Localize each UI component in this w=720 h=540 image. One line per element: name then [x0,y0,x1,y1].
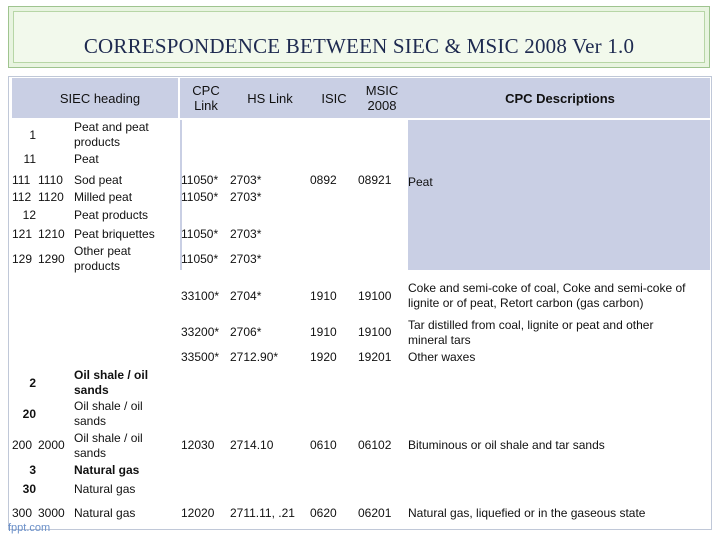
cpc-link: 11050* [181,227,219,241]
hs-link: 2714.10 [230,438,274,452]
hs-link: 2703* [230,190,262,204]
siec-name: Oil shale / oil [74,399,143,413]
cpc-link: 11050* [181,173,219,187]
cpc-link: 33200* [181,325,220,339]
siec-code: 129 [12,252,33,266]
siec-name: Peat [74,152,99,166]
siec-name: Sod peat [74,173,123,187]
hs-link: 2703* [230,227,262,241]
siec-name: sands [74,383,109,397]
siec-name: products [74,135,121,149]
siec-name: sands [74,446,107,460]
siec-subcode: 1210 [38,227,65,241]
siec-name: Oil shale / oil [74,368,149,382]
siec-code: 121 [12,227,33,241]
isic-code: 0892 [310,173,337,187]
header-msic-1: MSIC [365,83,399,98]
siec-name: Peat briquettes [74,227,155,241]
siec-subcode: 3000 [38,506,65,520]
cpc-link: 11050* [181,252,219,266]
page-title: CORRESPONDENCE BETWEEN SIEC & MSIC 2008 Ver 1.0 [83,34,635,58]
cpc-description: mineral tars [408,333,471,347]
siec-name: Milled peat [74,190,133,204]
siec-name: Natural gas [74,482,136,496]
siec-code: 30 [22,482,36,496]
hs-link: 2711.11, .21 [230,506,295,520]
siec-subcode: 1110 [38,173,63,187]
siec-name: Oil shale / oil [74,431,143,445]
desc-panel-peat [408,120,710,270]
siec-code: 2 [29,376,36,390]
title-banner-inner [13,11,705,63]
siec-name: Peat and peat [74,120,149,134]
header-msic-2: 2008 [367,98,397,113]
cpc-description: Bituminous or oil shale and tar sands [408,438,605,452]
msic-code: 06102 [358,438,392,452]
siec-code: 3 [29,463,36,477]
hs-link: 2703* [230,173,262,187]
header-cpc-desc: CPC Descriptions [505,91,615,106]
siec-name: sands [74,414,107,428]
cpc-description: lignite or of peat, Retort carbon (gas carbon) [408,296,644,310]
cpc-description: Tar distilled from coal, lignite or peat and other [408,318,654,332]
siec-code: 200 [12,438,33,452]
hs-link: 2704* [230,289,262,303]
header-cpc-link-1: CPC [192,83,220,98]
title-banner [8,6,710,68]
siec-code: 300 [12,506,33,520]
footer-watermark: fppt.com [8,522,51,534]
isic-code: 1910 [310,325,337,339]
siec-name: Natural gas [74,463,140,477]
msic-code: 19201 [358,350,392,364]
siec-code: 111 [12,173,31,187]
cpc-link: 33100* [181,289,220,303]
cpc-description: Natural gas, liquefied or in the gaseous state [408,506,646,520]
siec-name: Peat products [74,208,149,222]
isic-code: 1910 [310,289,337,303]
siec-code: 11 [23,152,36,166]
siec-subcode: 1120 [38,190,64,204]
msic-code: 08921 [358,173,392,187]
cpc-link: 11050* [181,190,219,204]
siec-name: Natural gas [74,506,136,520]
siec-code: 1 [29,128,36,142]
cpc-description: Peat [408,175,433,189]
msic-code: 19100 [358,325,392,339]
siec-subcode: 1290 [38,252,65,266]
cpc-link: 12030 [181,438,215,452]
msic-code: 06201 [358,506,392,520]
header-hs-link: HS Link [247,91,293,106]
cpc-link: 33500* [181,350,220,364]
cpc-description: Coke and semi-coke of coal, Coke and semi-coke of [408,281,686,295]
siec-code: 112 [12,190,32,204]
header-cpc-link-2: Link [194,98,218,113]
cpc-link: 12020 [181,506,215,520]
cpc-description: Other waxes [408,350,476,364]
siec-code: 12 [22,208,36,222]
siec-code: 20 [22,407,36,421]
hs-link: 2712.90* [230,350,279,364]
siec-name: Other peat [74,244,131,258]
header-siec: SIEC heading [59,91,141,106]
msic-code: 19100 [358,289,392,303]
hs-link: 2703* [230,252,262,266]
isic-code: 0620 [310,506,337,520]
header-isic: ISIC [321,91,347,106]
hs-link: 2706* [230,325,262,339]
siec-name: products [74,259,121,273]
isic-code: 1920 [310,350,337,364]
siec-subcode: 2000 [38,438,65,452]
isic-code: 0610 [310,438,337,452]
